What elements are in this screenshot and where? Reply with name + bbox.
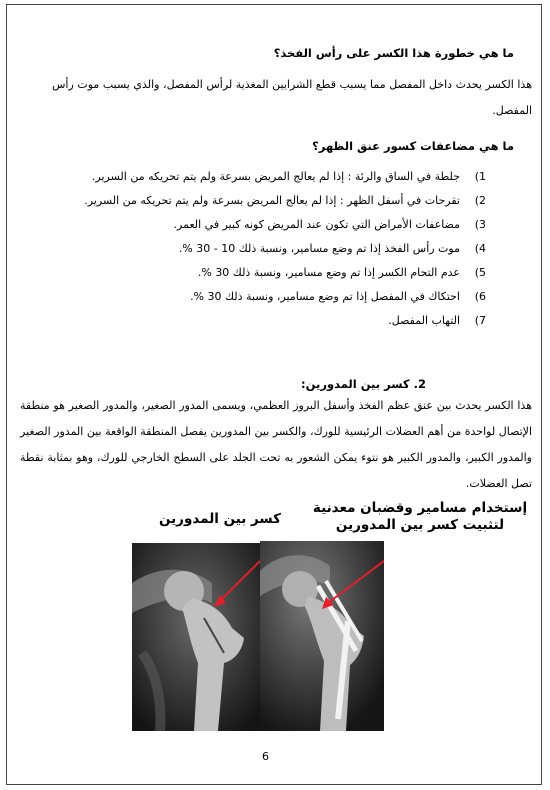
list-item-number: 4) (474, 242, 486, 255)
list-item-text: عدم التحام الكسر إذا تم وضع مسامير، ونسبة ذلك 30 %. (197, 266, 460, 279)
paragraph-intertrochanteric: هذا الكسر يحدث بين عنق عظم الفخذ وأسفل البروز العظمي، ويسمى المدور الصغير، والمدور الصغير هو منطقة الإتصال لواحدة من أهم العضلات الرئيسية للورك، والكسر بين المدورين يفصل المنطقة الواقعة بين المدور الصغير والمدور الكبير، والمدور الكبير هو نتوء يمكن الشعور به تحت الجلد على السطح الخارجي للورك، وهو بمثابة نقطة تصل العضلات. (20, 399, 532, 490)
caption-right-line2: لتثبيت كسر بين المدورين (335, 517, 505, 533)
list-item-text: موت رأس الفخذ إذا تم وضع مسامير، ونسبة ذلك 10 - 30 %. (178, 242, 460, 255)
xray-image-fracture (132, 543, 260, 731)
xray-fixation-drawing (260, 541, 384, 731)
heading-neck-complications: ما هي مضاعفات كسور عنق الظهر؟ (312, 139, 514, 153)
caption-left: كسر بين المدورين (158, 511, 282, 527)
list-item-number: 7) (474, 314, 486, 327)
list-item (84, 314, 486, 338)
caption-right-line1: إستخدام مسامير وقضبان معدنية (312, 500, 528, 516)
list-item-number: 6) (474, 290, 486, 303)
list-item-text: التهاب المفصل. (388, 314, 460, 327)
list-item-number: 2) (474, 194, 486, 207)
list-item-text: جلطة في الساق والرئة : إذا لم يعالج المريض بسرعة ولم يتم تحريكه من السرير. (91, 170, 460, 183)
xray-image-fixation (260, 541, 384, 731)
list-item-number: 1) (474, 170, 486, 183)
list-item-number: 5) (474, 266, 486, 279)
list-item (84, 266, 486, 290)
paragraph-femoral-head: هذا الكسر يحدث داخل المفصل مما يسبب قطع الشرايين المغذية لرأس المفصل، والذي يسبب موت رأس المفصل. (52, 78, 532, 117)
list-item-text: تقرحات في أسفل الظهر : إذا لم يعالج المريض بسرعة ولم يتم تحريكه من السرير. (84, 194, 460, 207)
section-heading-intertrochanteric: 2. كسر بين المدورين: (301, 377, 426, 391)
list-item-text: احتكاك في المفصل إذا تم وضع مسامير، ونسبة ذلك 30 %. (190, 290, 460, 303)
list-item (84, 242, 486, 266)
list-item (84, 218, 486, 242)
list-item (84, 290, 486, 314)
list-item (84, 194, 486, 218)
list-item-number: 3) (474, 218, 486, 231)
page-number: 6 (262, 750, 269, 763)
complications-list (84, 170, 486, 338)
caption-right (300, 500, 540, 534)
list-item-text: مضاعفات الأمراض التي تكون عند المريض كونه كبير في العمر. (173, 218, 460, 231)
list-item (84, 170, 486, 194)
heading-femoral-head-danger: ما هي خطورة هذا الكسر على رأس الفخذ؟ (273, 46, 514, 60)
xray-fracture-drawing (132, 543, 260, 731)
